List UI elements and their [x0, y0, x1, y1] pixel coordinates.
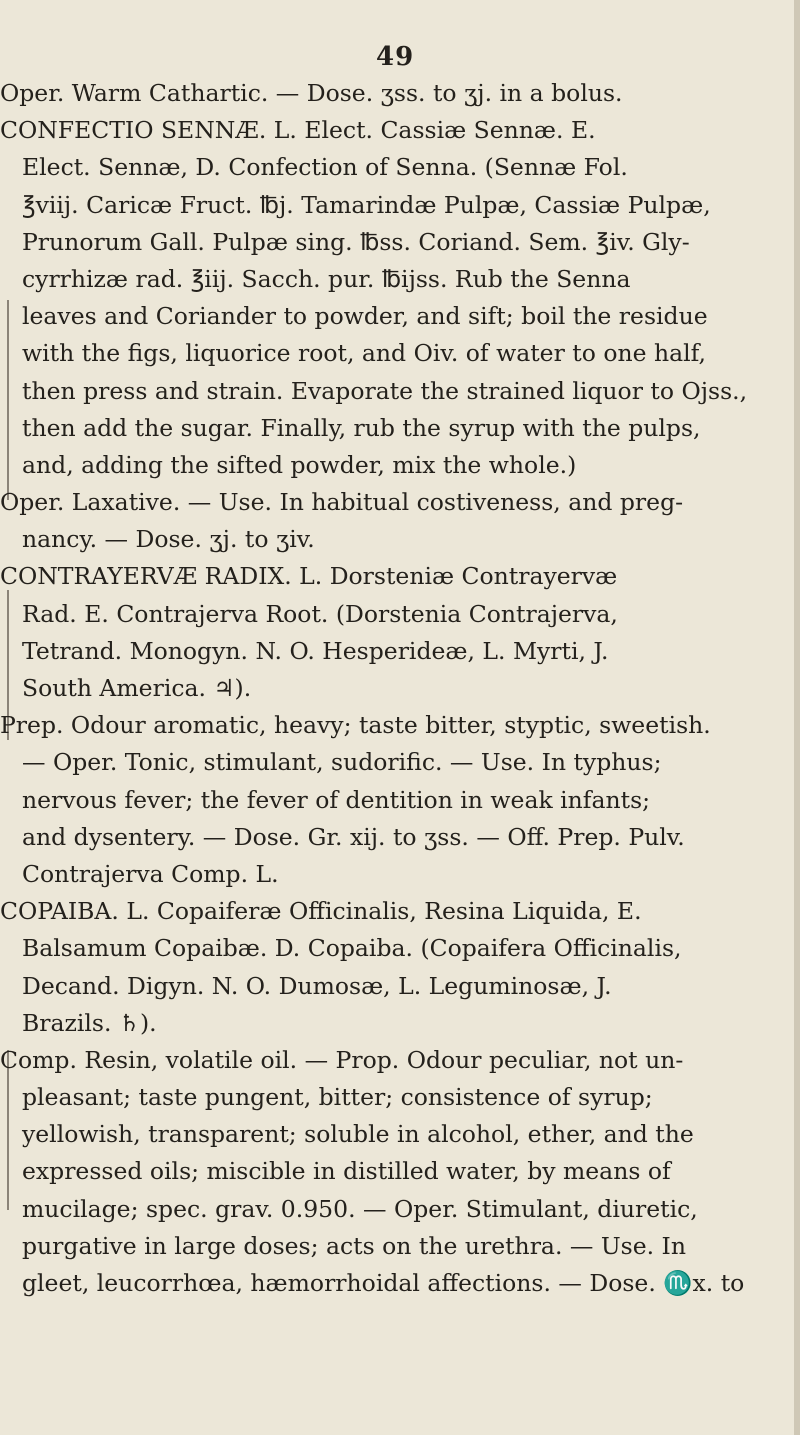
text-line: gleet, leucorrhœa, hæmorrhoidal affections. — Dose. ♏x. to [22, 1269, 745, 1297]
text-line: CONTRAYERVÆ RADIX. L. Dorsteniæ Contrayervæ [0, 562, 618, 591]
text-line: nervous fever; the fever of dentition in weak infants; [22, 785, 651, 814]
text-line: nancy. — Dose. ʒj. to ʒiv. [22, 525, 315, 554]
text-line: Oper. Laxative. — Use. In habitual costiveness, and preg- [0, 488, 684, 517]
text-line: Prep. Odour aromatic, heavy; taste bitter, styptic, sweetish. [0, 711, 711, 740]
text-line: Oper. Warm Cathartic. — Dose. ʒss. to ʒj. in a bolus. [0, 79, 623, 107]
text-line: Tetrand. Monogyn. N. O. Hesperideæ, L. Myrti, J. [22, 636, 609, 665]
text-line: Prunorum Gall. Pulpæ sing. ℔ss. Coriand. Sem. ℥iv. Gly- [22, 227, 690, 256]
text-line: then add the sugar. Finally, rub the syrup with the pulps, [22, 413, 701, 442]
text-line: ℥viij. Caricæ Fruct. ℔j. Tamarindæ Pulpæ, Cassiæ Pulpæ, [22, 190, 711, 219]
text-line: Comp. Resin, volatile oil. — Prop. Odour peculiar, not un- [0, 1045, 684, 1074]
text-line: cyrrhizæ rad. ℥iij. Sacch. pur. ℔ijss. Rub the Senna [22, 264, 631, 293]
text-line: leaves and Coriander to powder, and sift; boil the residue [22, 302, 708, 331]
text-line: and, adding the sifted powder, mix the whole.) [22, 450, 577, 479]
text-line: Elect. Sennæ, D. Confection of Senna. (Sennæ Fol. [22, 153, 628, 182]
text-line: mucilage; spec. grav. 0.950. — Oper. Stimulant, diuretic, [22, 1194, 698, 1223]
text-line: Brazils. ♄). [22, 1008, 157, 1037]
text-line: Contrajerva Comp. L. [22, 859, 279, 888]
text-line: yellowish, transparent; soluble in alcohol, ether, and the [22, 1120, 694, 1149]
text-line: pleasant; taste pungent, bitter; consistence of syrup; [22, 1083, 653, 1112]
text-line: — Oper. Tonic, stimulant, sudorific. — Use. In typhus; [22, 748, 662, 777]
text-line: and dysentery. — Dose. Gr. xij. to ʒss. — Off. Prep. Pulv. [22, 822, 685, 851]
text-line: Decand. Digyn. N. O. Dumosæ, L. Leguminosæ, J. [22, 971, 612, 1000]
text-line: purgative in large doses; acts on the urethra. — Use. In [22, 1231, 686, 1260]
page-number: 49 [376, 42, 415, 72]
text-line: South America. ♃). [22, 674, 252, 702]
text-line: expressed oils; miscible in distilled water, by means of [22, 1157, 671, 1186]
page-text [0, 75, 795, 1415]
text-line: Rad. E. Contrajerva Root. (Dorstenia Contrajerva, [22, 599, 618, 628]
text-line: then press and strain. Evaporate the strained liquor to Ojss., [22, 376, 748, 405]
text-line: with the figs, liquorice root, and Oiv. of water to one half, [22, 339, 706, 368]
text-line: COPAIBA. L. Copaiferæ Officinalis, Resina Liquida, E. [0, 897, 642, 926]
text-line: Balsamum Copaibæ. D. Copaiba. (Copaifera Officinalis, [22, 934, 682, 963]
text-line: CONFECTIO SENNÆ. L. Elect. Cassiæ Sennæ. E. [0, 116, 596, 145]
